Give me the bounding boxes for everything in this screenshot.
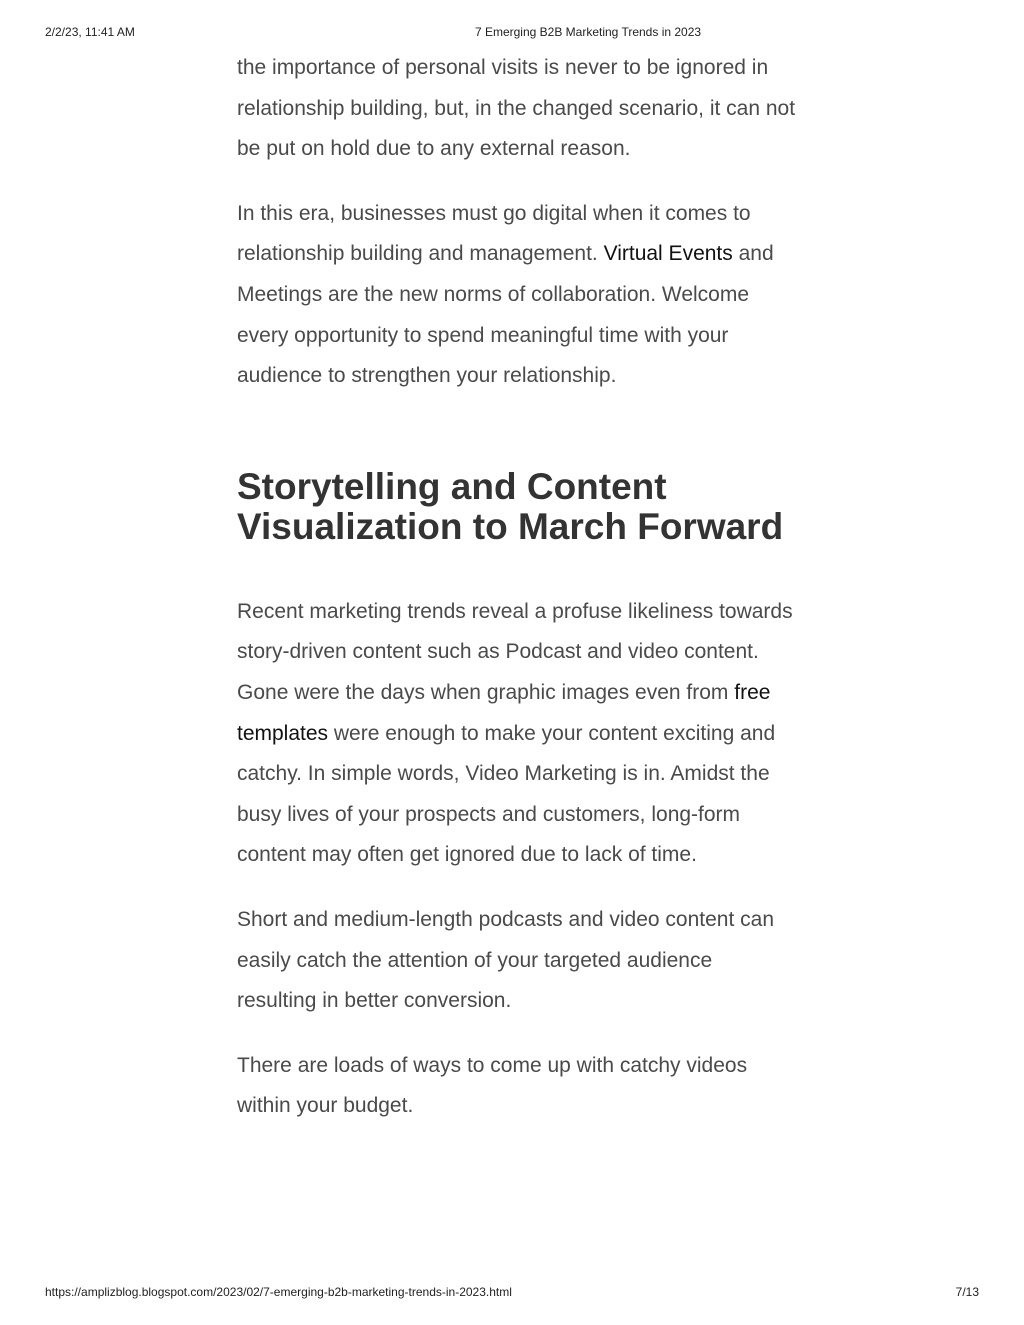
print-page-number: 7/13 <box>955 1285 979 1299</box>
virtual-events-link[interactable]: Virtual Events <box>603 242 733 266</box>
print-header <box>0 25 1024 41</box>
paragraph <box>237 194 797 397</box>
section-heading: Storytelling and Content Visualization to March Forward <box>237 465 784 547</box>
paragraph: the importance of personal visits is never to be ignored in relationship building, but, in the changed scenario, it can not be put on hold due to any external reason. <box>237 56 796 161</box>
paragraph: Short and medium-length podcasts and video content can easily catch the attention of your targeted audience resulting in better conversion. <box>237 907 775 1013</box>
print-page-title: 7 Emerging B2B Marketing Trends in 2023 <box>474 25 702 39</box>
paragraph: There are loads of ways to come up with catchy videos within your budget. <box>237 1053 748 1118</box>
free-templates-link[interactable]: free templates <box>237 680 771 745</box>
print-datetime: 2/2/23, 11:41 AM <box>45 25 135 39</box>
paragraph-text: Recent marketing trends reveal a profuse likeliness towards story-driven content such as Podcast and video content. Gone were the days when graphic images even from <box>237 599 793 704</box>
print-footer <box>0 1285 1024 1301</box>
paragraph-text: were enough to make your content exciting and catchy. In simple words, Video Marketing is in. Amidst the busy lives of your prospects and customers, long-form content may often get ignored due to lack of time. <box>237 721 776 867</box>
article-body <box>237 48 797 1127</box>
paragraph-text: and Meetings are the new norms of collaboration. Welcome every opportunity to spend meaningful time with your audience to strengthen your relationship. <box>237 242 774 388</box>
print-url: https://amplizblog.blogspot.com/2023/02/7-emerging-b2b-marketing-trends-in-2023.html <box>45 1285 512 1299</box>
paragraph <box>237 592 797 876</box>
paragraph-text: In this era, businesses must go digital when it comes to relationship building and management. <box>237 201 751 266</box>
